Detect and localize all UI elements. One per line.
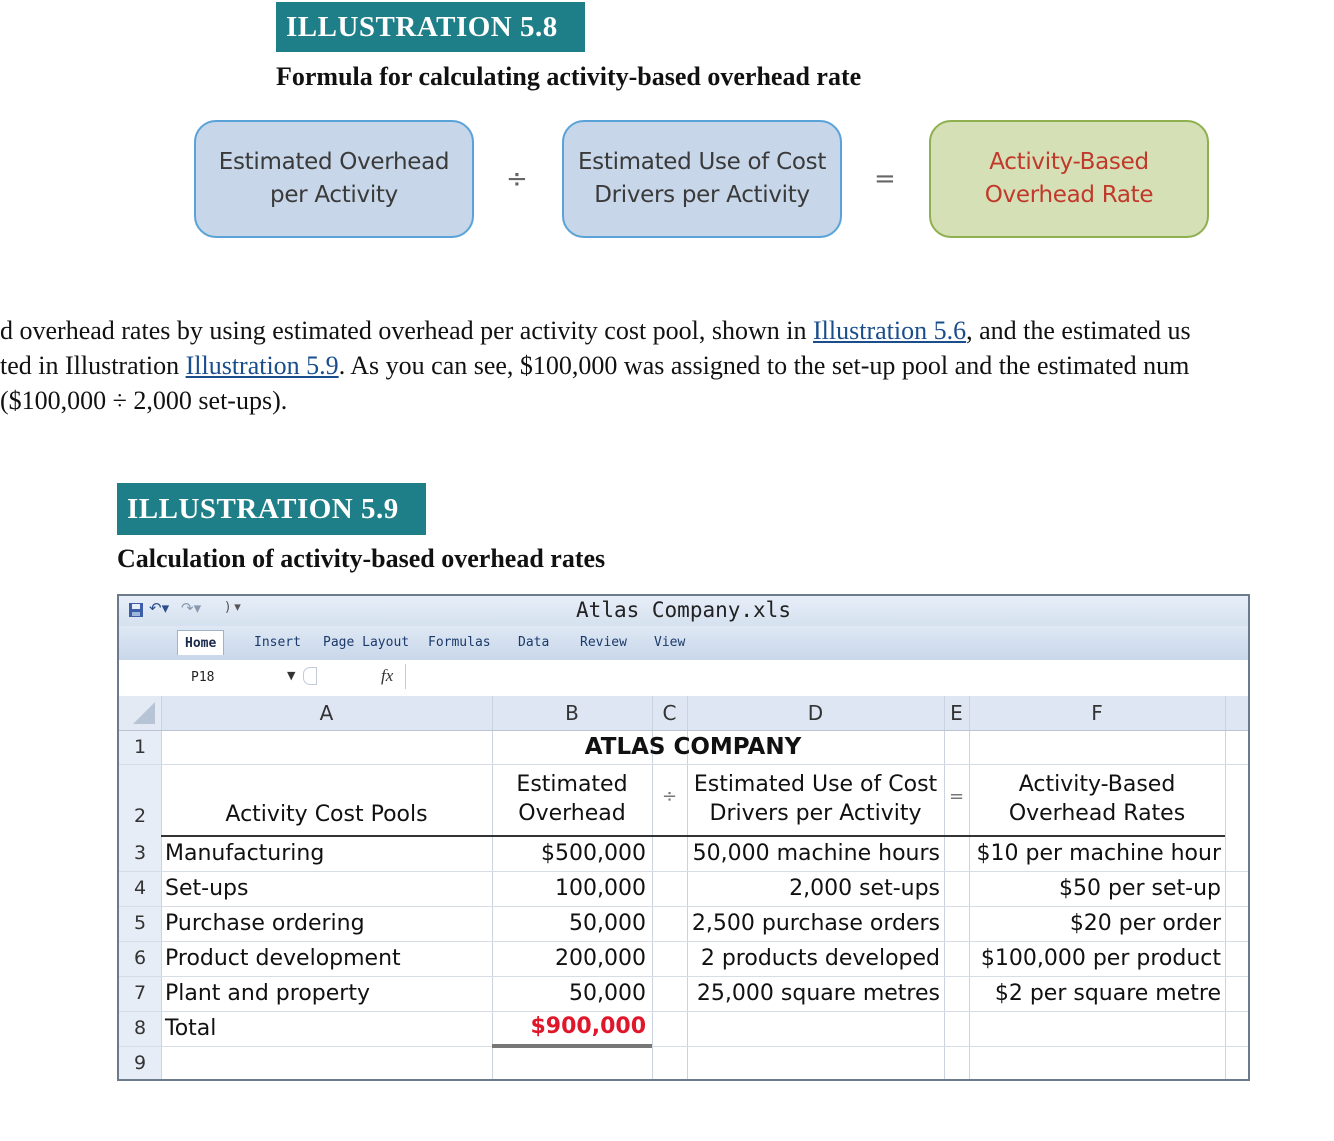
column-header[interactable]: D: [687, 696, 944, 730]
excel-window: [117, 594, 1250, 1081]
tab-view[interactable]: View: [654, 634, 686, 650]
cell-overhead[interactable]: 100,000: [555, 876, 646, 901]
row-header[interactable]: 1: [119, 730, 161, 764]
cell-pool[interactable]: Product development: [165, 946, 401, 971]
row-header[interactable]: 9: [119, 1046, 161, 1081]
cell-drivers[interactable]: 2,000 set-ups: [789, 876, 940, 901]
tab-formulas[interactable]: Formulas: [428, 634, 491, 650]
formula-box-line: per Activity: [270, 182, 398, 208]
formula-bar-divider-icon: [303, 667, 317, 685]
tab-home[interactable]: Home: [177, 630, 224, 655]
cell-rate[interactable]: $10 per machine hour: [976, 841, 1221, 866]
cell-rate[interactable]: $100,000 per product: [980, 946, 1221, 971]
row-header[interactable]: 6: [119, 941, 161, 976]
formula-box-overhead: [194, 120, 474, 238]
cell-rate[interactable]: $50 per set-up: [1059, 876, 1221, 901]
formula-box-line: Estimated Use of Cost: [577, 149, 827, 175]
cell-drivers[interactable]: 2,500 purchase orders: [691, 911, 940, 936]
cell-rate[interactable]: $20 per order: [1069, 911, 1221, 936]
column-header[interactable]: C: [652, 696, 687, 730]
cell-drivers[interactable]: 50,000 machine hours: [692, 841, 940, 866]
header-line: Overhead Rates: [1008, 801, 1186, 826]
header-estimated-overhead: [492, 770, 652, 828]
name-box[interactable]: P18: [191, 670, 215, 685]
tab-review[interactable]: Review: [580, 634, 627, 650]
sheet-title: ATLAS COMPANY: [584, 734, 802, 760]
name-box-dropdown-icon[interactable]: ▼: [287, 669, 296, 682]
cell-drivers[interactable]: 25,000 square metres: [696, 981, 940, 1006]
formula-box-line: Activity-Based: [989, 149, 1149, 175]
fx-icon[interactable]: fx: [381, 666, 394, 685]
cell-pool[interactable]: Purchase ordering: [165, 911, 365, 936]
paragraph-text: ($100,000 ÷ 2,000 set-ups).: [0, 386, 288, 415]
formula-box-line: Drivers per Activity: [594, 182, 810, 208]
quick-access-dropdown-icon[interactable]: ) ▾: [225, 600, 241, 615]
formula-box-rate: [929, 120, 1209, 238]
column-header[interactable]: [1225, 696, 1250, 730]
cell-overhead[interactable]: $500,000: [541, 841, 646, 866]
illustration-5-6-link[interactable]: Illustration 5.6: [813, 316, 967, 345]
column-header[interactable]: F: [969, 696, 1225, 730]
redo-icon[interactable]: ↷▾: [181, 599, 202, 617]
header-divide-sign: ÷: [661, 786, 678, 807]
undo-icon[interactable]: ↶▾: [149, 599, 170, 617]
cell-pool[interactable]: Plant and property: [165, 981, 370, 1006]
column-header[interactable]: A: [161, 696, 492, 730]
row-header[interactable]: 5: [119, 906, 161, 941]
tab-page-layout[interactable]: Page Layout: [323, 634, 410, 650]
header-activity-cost-pools: Activity Cost Pools: [225, 802, 428, 827]
header-line: Estimated Use of Cost: [693, 772, 938, 797]
tab-data[interactable]: Data: [518, 634, 550, 650]
cell-overhead[interactable]: 200,000: [555, 946, 646, 971]
illustration-5-9-link[interactable]: Illustration 5.9: [185, 351, 339, 380]
illustration-badge: ILLUSTRATION 5.9: [117, 483, 426, 535]
paragraph-text: . As you can see, $100,000 was assigned to the set-up pool and the estimated num: [338, 351, 1190, 380]
header-line: Activity-Based: [1018, 772, 1176, 797]
formula-bar: [119, 660, 1248, 697]
header-line: Estimated: [516, 772, 628, 797]
illustration-caption: Formula for calculating activity-based overhead rate: [276, 62, 862, 91]
illustration-caption: Calculation of activity-based overhead rates: [117, 544, 606, 573]
column-header[interactable]: B: [492, 696, 652, 730]
total-double-underline: [492, 1044, 652, 1048]
paragraph-text: , and the estimated us: [966, 316, 1191, 345]
formula-box-line: Estimated Overhead: [218, 149, 450, 175]
select-all-corner[interactable]: [119, 696, 161, 730]
divide-operator: ÷: [506, 164, 528, 194]
header-line: Overhead: [518, 801, 626, 826]
formula-box-line: Overhead Rate: [984, 182, 1154, 208]
header-activity-based-rates: [969, 770, 1225, 828]
cell-rate[interactable]: $2 per square metre: [994, 981, 1221, 1006]
row-header[interactable]: 2: [119, 764, 161, 836]
ribbon-tabs: [119, 626, 1248, 661]
cell-pool[interactable]: Manufacturing: [165, 841, 325, 866]
cell-overhead[interactable]: 50,000: [569, 981, 646, 1006]
formula-box-drivers: [562, 120, 842, 238]
illustration-badge: ILLUSTRATION 5.8: [276, 2, 585, 52]
cell-pool[interactable]: Set-ups: [165, 876, 249, 901]
header-line: Drivers per Activity: [709, 801, 922, 826]
column-header[interactable]: E: [944, 696, 969, 730]
grid-line: [1225, 696, 1226, 1081]
cell-total-label[interactable]: Total: [165, 1016, 217, 1041]
cell-total-value[interactable]: $900,000: [530, 1014, 646, 1039]
header-estimated-use-drivers: [687, 770, 944, 828]
paragraph-text: ted in Illustration: [0, 351, 186, 380]
row-header[interactable]: 4: [119, 871, 161, 906]
cell-drivers[interactable]: 2 products developed: [700, 946, 940, 971]
tab-insert[interactable]: Insert: [254, 634, 301, 650]
excel-title-bar: [119, 596, 1248, 626]
cell-overhead[interactable]: 50,000: [569, 911, 646, 936]
row-header[interactable]: 7: [119, 976, 161, 1011]
window-title: Atlas Company.xls: [576, 598, 791, 622]
header-equals-sign: =: [948, 786, 965, 807]
grid-line: [119, 1046, 1250, 1047]
row-header[interactable]: 3: [119, 836, 161, 871]
row-header[interactable]: 8: [119, 1011, 161, 1046]
equals-operator: =: [874, 164, 896, 194]
select-all-icon: [119, 696, 161, 730]
formula-input[interactable]: [405, 664, 1249, 689]
paragraph-text: d overhead rates by using estimated overhead per activity cost pool, shown in: [0, 316, 814, 345]
